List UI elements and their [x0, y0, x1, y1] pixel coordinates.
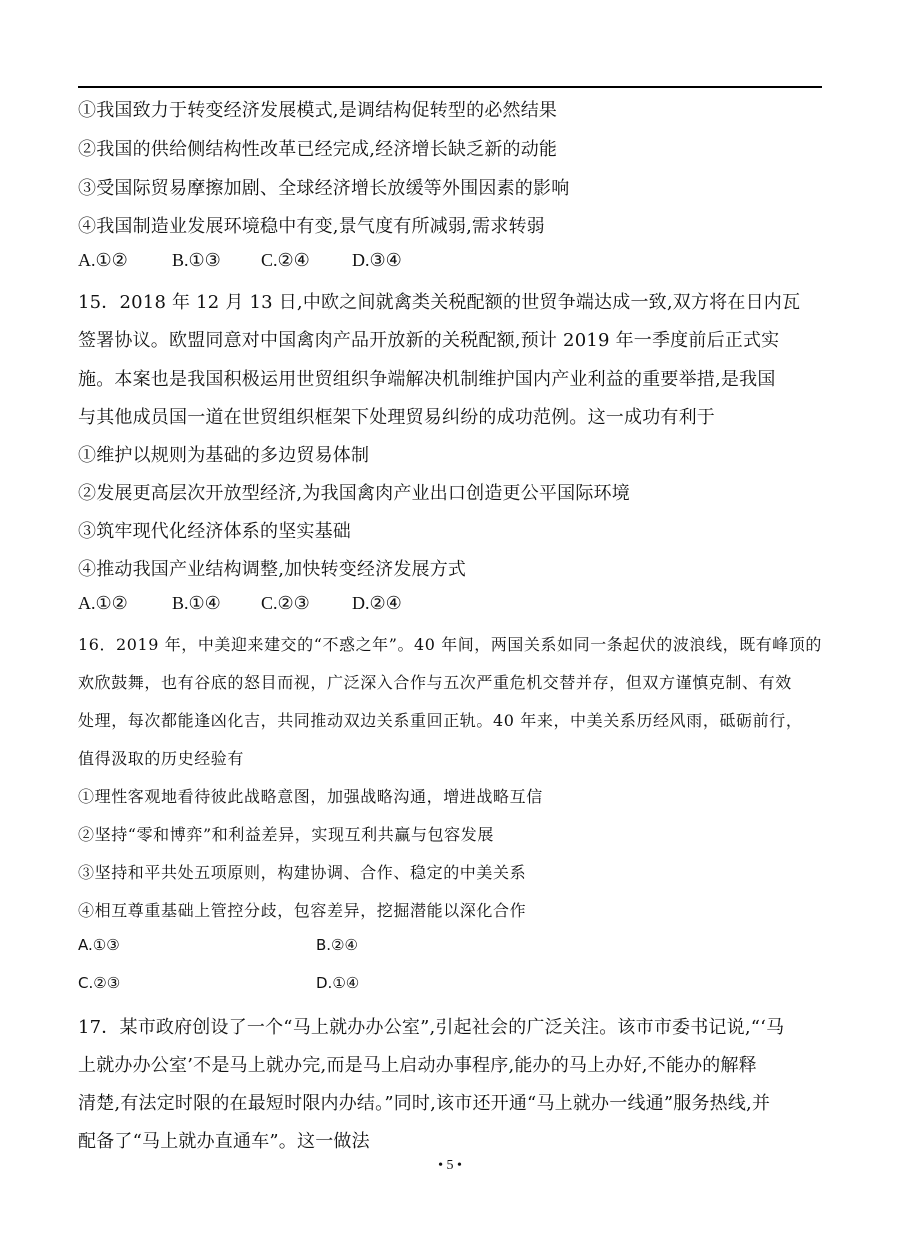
q15-choice-d: D.②④	[352, 593, 402, 613]
q16-choice-b: B.②④	[316, 936, 358, 954]
q15-stem-line-3: 施。本案也是我国积极运用世贸组织争端解决机制维护国内产业利益的重要举措,是我国	[78, 369, 776, 390]
q14-option-3: ③受国际贸易摩擦加剧、全球经济增长放缓等外围因素的影响	[78, 178, 570, 199]
q16-stem-line-3: 处理，每次都能逢凶化吉，共同推动双边关系重回正轨。40 年来，中美关系历经风雨，砥砺前行，	[78, 711, 803, 730]
q16-option-4: ④相互尊重基础上管控分歧，包容差异，挖掘潜能以深化合作	[78, 901, 527, 920]
q17-stem-line-3: 清楚,有法定时限的在最短时限内办结。”同时,该市还开通“马上就办一线通”服务热线,并	[78, 1093, 771, 1114]
q15-choice-c: C.②③	[261, 593, 310, 613]
q15-stem-line-2: 签署协议。欧盟同意对中国禽肉产品开放新的关税配额,预计 2019 年一季度前后正式实	[78, 330, 780, 351]
q15-option-2: ②发展更高层次开放型经济,为我国禽肉产业出口创造更公平国际环境	[78, 483, 630, 504]
q17-stem-line-1: 17．某市政府创设了一个“马上就办办公室”,引起社会的广泛关注。该市市委书记说,“‘马	[78, 1017, 785, 1038]
q16-choice-a: A.①③	[78, 936, 120, 954]
q16-choice-c: C.②③	[78, 974, 121, 992]
q14-option-2: ②我国的供给侧结构性改革已经完成,经济增长缺乏新的动能	[78, 139, 558, 160]
q14-choice-d: D.③④	[352, 250, 402, 270]
q15-choices	[78, 593, 578, 617]
q14-option-1: ①我国致力于转变经济发展模式,是调结构促转型的必然结果	[78, 100, 558, 121]
q16-choices-row-2	[78, 974, 578, 996]
page-number: • 5 •	[438, 1158, 462, 1173]
q16-choices-row-1	[78, 936, 578, 958]
q15-choice-a: A.①②	[78, 593, 128, 613]
q16-stem-line-2: 欢欣鼓舞，也有谷底的怒目而视，广泛深入合作与五次严重危机交替并存，但双方谨慎克制、有效	[78, 673, 792, 692]
q16-stem-line-4: 值得汲取的历史经验有	[78, 749, 245, 768]
q15-stem-line-4: 与其他成员国一道在世贸组织框架下处理贸易纠纷的成功范例。这一成功有利于	[78, 407, 715, 428]
q14-option-4: ④我国制造业发展环境稳中有变,景气度有所减弱,需求转弱	[78, 216, 545, 237]
q15-choice-b: B.①④	[172, 593, 221, 613]
header-rule	[78, 86, 822, 88]
q15-stem-line-1: 15．2018 年 12 月 13 日,中欧之间就禽类关税配额的世贸争端达成一致,双方将在日内瓦	[78, 292, 801, 313]
q16-option-3: ③坚持和平共处五项原则，构建协调、合作、稳定的中美关系	[78, 863, 527, 882]
q16-option-2: ②坚持“零和博弈”和利益差异，实现互利共赢与包容发展	[78, 825, 494, 844]
q16-stem-line-1: 16．2019 年，中美迎来建交的“不惑之年”。40 年间，两国关系如同一条起伏的波浪线，既有峰顶的	[78, 635, 822, 654]
q15-option-1: ①维护以规则为基础的多边贸易体制	[78, 445, 370, 466]
q14-choice-c: C.②④	[261, 250, 310, 270]
q15-option-3: ③筑牢现代化经济体系的坚实基础	[78, 521, 351, 542]
q14-choice-a: A.①②	[78, 250, 128, 270]
q14-choices	[78, 250, 578, 274]
q14-choice-b: B.①③	[172, 250, 221, 270]
q17-stem-line-2: 上就办办公室’不是马上就办完,而是马上启动办事程序,能办的马上办好,不能办的解释	[78, 1055, 757, 1076]
q16-choice-d: D.①④	[316, 974, 360, 992]
q16-option-1: ①理性客观地看待彼此战略意图，加强战略沟通，增进战略互信	[78, 787, 543, 806]
q17-stem-line-4: 配备了“马上就办直通车”。这一做法	[78, 1131, 370, 1152]
q15-option-4: ④推动我国产业结构调整,加快转变经济发展方式	[78, 559, 467, 580]
